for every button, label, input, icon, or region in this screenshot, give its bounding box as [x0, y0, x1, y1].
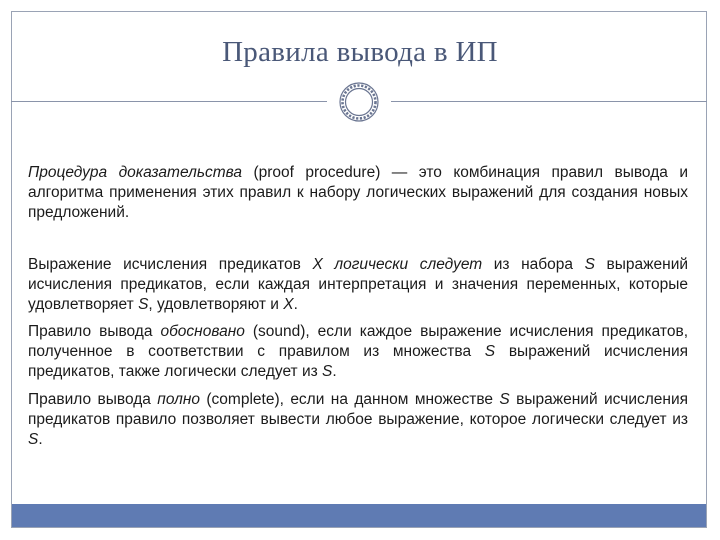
text-segment: , удовлетворяют и — [148, 296, 284, 313]
text-segment: Правило вывода — [28, 391, 158, 408]
var-s: S — [28, 431, 39, 448]
var-s: S — [484, 343, 496, 360]
text-segment — [323, 256, 335, 273]
var-x: X — [283, 296, 294, 313]
var-x: X — [312, 256, 323, 273]
term-sound: обосновано — [160, 323, 245, 340]
var-s: S — [499, 391, 510, 408]
text-segment: выражений исчисления предикатов правило позволяет вывести любое выражение, которое логически следует из — [28, 391, 688, 428]
text-segment: (complete), если на данном множестве — [200, 391, 500, 408]
term-logically-follows: логически следует — [334, 256, 483, 273]
paragraph-proof-procedure — [28, 163, 688, 223]
title-rule-right — [391, 101, 707, 102]
term-complete: полно — [157, 391, 200, 408]
circular-knot-ornament-icon — [332, 79, 386, 125]
slide-title: Правила вывода в ИП — [222, 36, 498, 68]
text-segment: . — [38, 431, 43, 448]
var-s: S — [322, 363, 333, 380]
paragraph-text: (proof procedure) — это комбинация правил вывода и алгоритма применения этих правил к набору логических выражений для создания новых предложений. — [28, 164, 688, 221]
text-segment: выражений исчисления предикатов, если каждая интерпретация и значения переменных, которые удовлетворяет — [28, 256, 689, 313]
text-segment: выражений исчисления предикатов, также логически следует из — [28, 343, 688, 380]
text-segment: из набора — [482, 256, 585, 273]
paragraph-sound-rule — [28, 322, 688, 382]
text-segment: . — [332, 363, 337, 380]
text-segment: (sound), если каждое выражение исчисления предикатов, полученное в соответствии с правилом из множества — [28, 323, 689, 360]
paragraph-complete-rule — [28, 390, 688, 450]
var-s: S — [138, 296, 149, 313]
text-segment: Правило вывода — [28, 323, 161, 340]
footer-bar — [12, 504, 706, 527]
var-s: S — [584, 256, 595, 273]
title-rule-left — [11, 101, 327, 102]
text-segment: . — [293, 296, 298, 313]
paragraph-logically-follows — [28, 255, 688, 315]
text-segment: Выражение исчисления предикатов — [28, 256, 313, 273]
term-proof-procedure: Процедура доказательства — [28, 164, 242, 181]
